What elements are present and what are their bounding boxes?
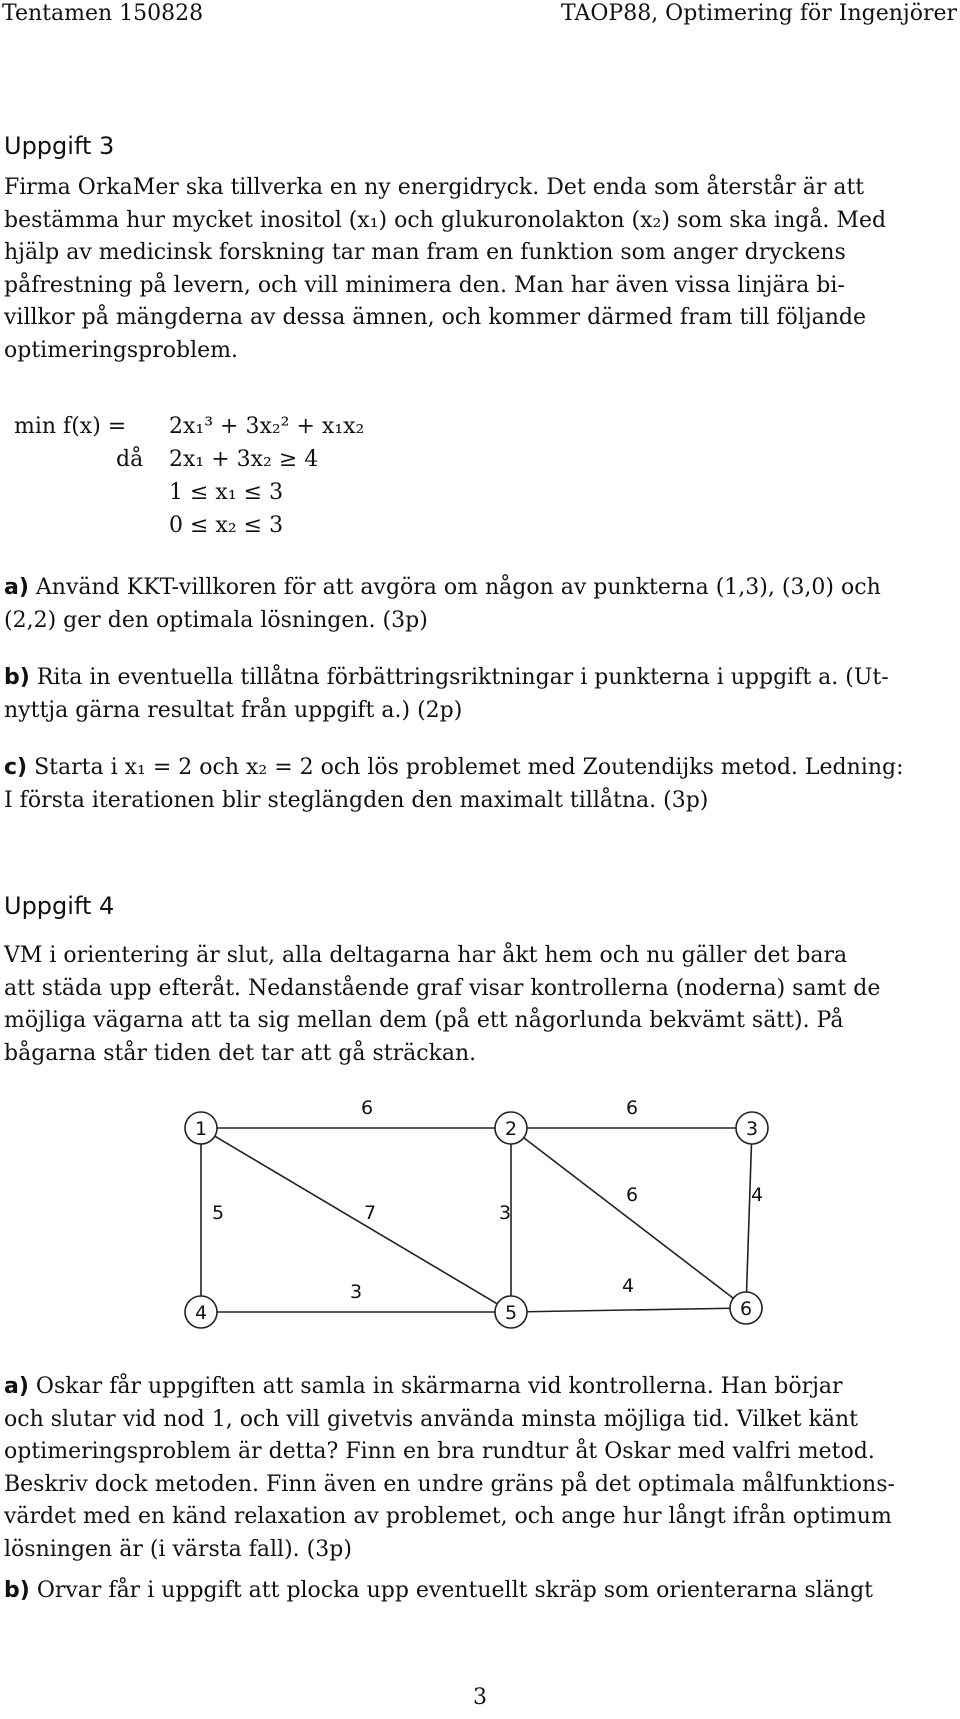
constraint-3: 0 ≤ x₂ ≤ 3 [169, 513, 284, 538]
task3-heading: Uppgift 3 [4, 132, 115, 160]
part-label: c) [4, 755, 28, 780]
node-label: 4 [194, 1302, 208, 1324]
edge-weight-label: 6 [625, 1184, 639, 1206]
part-text-line: Beskriv dock metoden. Finn även en undre gräns på det optimala målfunktions- [4, 1471, 895, 1497]
objective-function: 2x₁³ + 3x₂² + x₁x₂ [169, 414, 365, 439]
objective-label: min f(x) = [14, 414, 127, 439]
part-text-line: värdet med en känd relaxation av problemet, och ange hur långt ifrån optimum [4, 1504, 892, 1530]
task3-intro-line: villkor på mängderna av dessa ämnen, och kommer därmed fram till följande [4, 305, 867, 331]
route-graph [0, 1100, 960, 1340]
task4-part-b [4, 1575, 960, 1608]
edge-weight-label: 4 [621, 1275, 635, 1297]
graph-nodes [185, 1112, 768, 1328]
task3-intro-line: optimeringsproblem. [4, 337, 239, 363]
node-label: 5 [504, 1302, 518, 1324]
task4-intro-line: att städa upp efteråt. Nedanstående graf visar kontrollerna (noderna) samt de [4, 975, 881, 1001]
node-label: 3 [745, 1118, 759, 1140]
graph-edge-3-6 [746, 1128, 752, 1308]
optimization-problem [14, 410, 414, 550]
edge-weight-label: 3 [498, 1202, 512, 1224]
task3-intro [4, 172, 960, 368]
task3-part-a [4, 572, 960, 637]
part-text-line: lösningen är (i värsta fall). (3p) [4, 1536, 352, 1562]
part-label: a) [4, 1374, 29, 1399]
edge-weight-label: 7 [363, 1202, 377, 1224]
task4-heading: Uppgift 4 [4, 892, 115, 920]
task3-intro-line: påfrestning på levern, och vill minimera den. Man har även vissa linjära bi- [4, 272, 845, 298]
part-text-line: I första iterationen blir steglängden den maximalt tillåtna. (3p) [4, 787, 709, 813]
part-text-line: Oskar får uppgiften att samla in skärmarna vid kontrollerna. Han börjar [35, 1374, 843, 1399]
page-number: 3 [473, 1685, 487, 1710]
task4-intro-line: möjliga vägarna att ta sig mellan dem (på ett någorlunda bekvämt sätt). På [4, 1008, 844, 1034]
part-text-line: och slutar vid nod 1, och vill givetvis använda minsta möjliga tid. Vilket känt [4, 1406, 858, 1432]
part-label: b) [4, 665, 30, 690]
part-text-line: optimeringsproblem är detta? Finn en bra rundtur åt Oskar med valfri metod. [4, 1439, 875, 1465]
task3-part-b [4, 662, 960, 727]
header-right-text: TAOP88, Optimering för Ingenjörer [561, 1, 957, 26]
edge-weight-label: 4 [750, 1184, 764, 1206]
edge-weight-label: 6 [625, 1100, 639, 1119]
constraint-label: då [116, 447, 144, 472]
task4-intro-line: bågarna står tiden det tar att gå sträckan. [4, 1040, 477, 1066]
task4-intro-line: VM i orientering är slut, alla deltagarna har åkt hem och nu gäller det bara [4, 943, 848, 968]
part-text-line: (2,2) ger den optimala lösningen. (3p) [4, 607, 428, 633]
task3-intro-line: hjälp av medicinsk forskning tar man fram en funktion som anger dryckens [4, 240, 846, 266]
constraint-2: 1 ≤ x₁ ≤ 3 [169, 480, 284, 505]
edge-weight-label: 6 [360, 1100, 374, 1119]
part-text-line: nyttja gärna resultat från uppgift a.) (2p) [4, 697, 463, 723]
edge-weight-label: 3 [349, 1281, 363, 1303]
part-label: a) [4, 575, 29, 600]
part-text-line: Starta i x₁ = 2 och x₂ = 2 och lös problemet med Zoutendijks metod. Ledning: [34, 755, 904, 780]
constraint-1: 2x₁ + 3x₂ ≥ 4 [169, 447, 319, 472]
graph-edge-5-6 [511, 1308, 746, 1312]
graph-edges [201, 1100, 763, 1312]
task4-part-a [4, 1371, 960, 1567]
node-label: 6 [739, 1298, 753, 1320]
task4-intro [4, 940, 960, 1070]
part-label: b) [4, 1578, 30, 1603]
edge-weight-label: 5 [211, 1202, 225, 1224]
node-label: 1 [194, 1118, 208, 1140]
part-text-line: Orvar får i uppgift att plocka upp eventuellt skräp som orienterarna slängt [36, 1578, 873, 1603]
task3-intro-line: bestämma hur mycket inositol (x₁) och glukuronolakton (x₂) som ska ingå. Med [4, 207, 887, 233]
task3-part-c [4, 752, 960, 817]
node-label: 2 [504, 1118, 518, 1140]
task3-intro-line: Firma OrkaMer ska tillverka en ny energidryck. Det enda som återstår är att [4, 175, 865, 200]
part-text-line: Rita in eventuella tillåtna förbättringsriktningar i punkterna i uppgift a. (Ut- [36, 665, 889, 690]
part-text-line: Använd KKT-villkoren för att avgöra om någon av punkterna (1,3), (3,0) och [35, 575, 881, 600]
header-left-text: Tentamen 150828 [2, 1, 204, 26]
